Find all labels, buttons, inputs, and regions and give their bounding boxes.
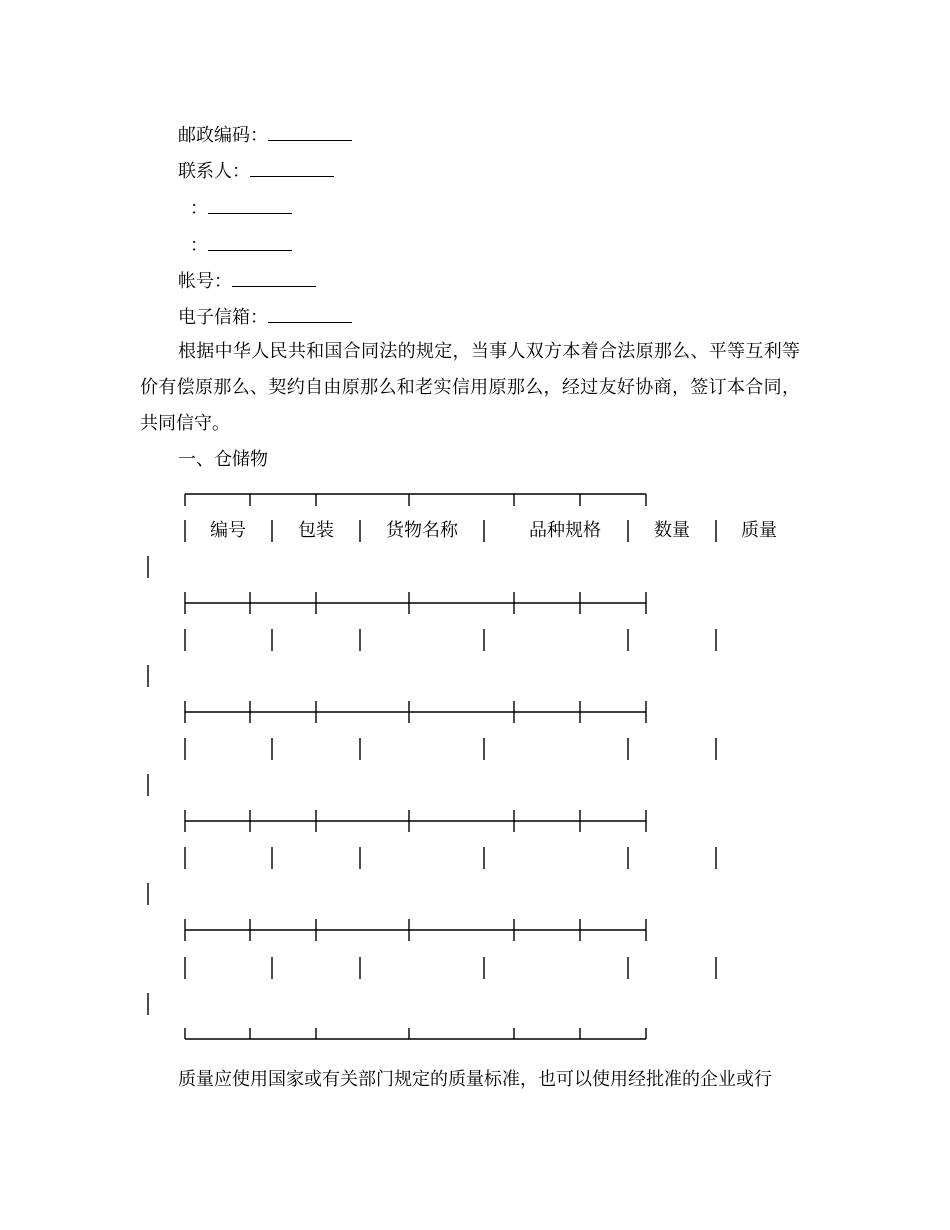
- field3-label: ：: [190, 198, 208, 219]
- table-header-packaging: 包装: [298, 520, 334, 541]
- table-header-spec: 品种规格: [529, 520, 601, 541]
- intro-paragraph: 根据中华人民共和国合同法的规定，当事人双方本着合法原那么、平等互利等价有偿原那么、契约自由原那么和老实信用原那么，经过友好协商，签订本合同，共同信守。: [140, 341, 800, 434]
- field4-label: ：: [190, 235, 208, 256]
- section1-title: 一、仓储物: [178, 449, 268, 470]
- contact-person-label: 联系人：: [178, 161, 250, 182]
- table-header-id: 编号: [210, 520, 246, 541]
- quality-paragraph: 质量应使用国家或有关部门规定的质量标准，也可以使用经批准的企业或行: [178, 1069, 772, 1090]
- email-label: 电子信箱：: [178, 307, 268, 328]
- table-header-quality: 质量: [741, 520, 777, 541]
- account-label: 帐号：: [178, 271, 232, 292]
- table-header-quantity: 数量: [654, 520, 690, 541]
- table-header-goods-name: 货物名称: [386, 520, 458, 541]
- postal-code-label: 邮政编码：: [178, 125, 268, 146]
